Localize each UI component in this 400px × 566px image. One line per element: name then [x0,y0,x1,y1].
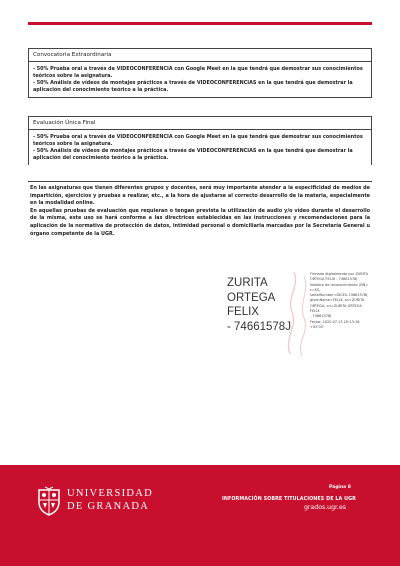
footer-info: INFORMACIÓN SOBRE TITULACIONES DE LA UGR [222,497,356,502]
note-paragraph: En aquellas pruebas de evaluación que requieran o tengan prevista la utilización de audio y/o vídeo durante el desarrollo de la misma, este uso se hará conforme a las directrices establecidas en las instrucciones y recomendaciones para la aplicación de la normativa de protección de datos, intimidad personal o domiciliaria marcadas por la Secretaría General u órgano competente de la UGR. [30,207,370,237]
section-title: Evaluación Única Final [29,117,371,130]
evaluation-item: - 50% Análisis de vídeos de montajes prácticos a través de VIDEOCONFERENCIAS en la que tendrá que demostrar la aplicación del conocimiento teórico a la práctica. [33,148,353,161]
evaluacion-unica-final-section [28,116,372,165]
section-body [29,130,371,165]
university-crest-icon [36,486,62,516]
convocatoria-extraordinaria-section [28,48,372,98]
section-body [29,62,371,97]
evaluation-item: - 50% Prueba oral a través de VIDEOCONFERENCIA con Google Meet en la que tendrá que demostrar sus conocimientos teóricos sobre la asignatura. [33,66,363,79]
note-paragraph: En las asignaturas que tienen diferentes grupos y docentes, será muy importante atender a la especificidad de medios de impartición, ejercicios y pruebas a realizar, etc., a la hora de ajustarse al correcto desarrollo de la materia, especialmente en la modalidad online. [30,185,370,207]
evaluation-item: - 50% Análisis de vídeos de montajes prácticos a través de VIDEOCONFERENCIAS en la que tendrá que demostrar la aplicación del conocimiento teórico a la práctica. [33,80,353,93]
signature-details: Firmado digitalmente por ZURITA ORTEGA FELIX - 74661578J Nombre de reconocimiento (DN): c=ES, serialNumber=IDCES-74661578J, givenName=FELIX, sn=ZURITA ORTEGA, cn=ZURITA ORTEGA FELIX - 74661578J Fecha: 2020.07.13 20:13:16 +02'00' [310,272,369,329]
signer-name: ZURITA ORTEGA FELIX - 74661578J [227,277,291,333]
evaluation-item: - 50% Prueba oral a través de VIDEOCONFERENCIA con Google Meet en la que tendrá que demostrar sus conocimientos teóricos sobre la asignatura. [33,134,363,147]
university-name: UNIVERSIDAD DE GRANADA [67,488,154,512]
notes-block [28,181,372,238]
website-link[interactable]: grados.ugr.es [304,504,346,511]
header-rule [28,22,372,25]
footer-banner [0,465,400,566]
section-title: Convocatoria Extraordinaria [29,49,371,62]
page-number: Página 8 [329,485,351,490]
